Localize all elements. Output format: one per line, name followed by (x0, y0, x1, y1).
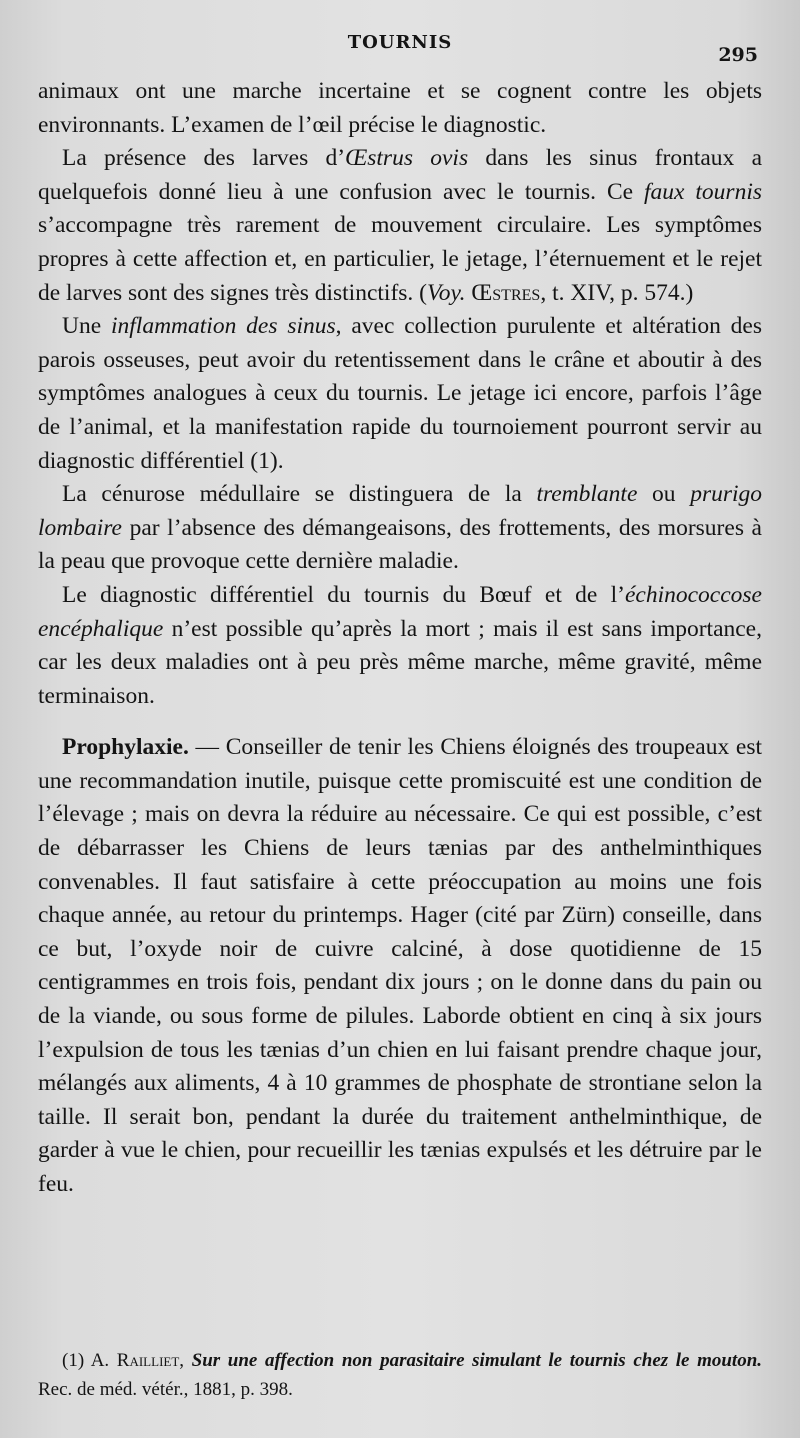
author-name: Railliet (116, 1350, 180, 1371)
cross-reference: Œstres (465, 279, 541, 306)
paragraph-2: La présence des larves d’Œstrus ovis dans les sinus frontaux a quelquefois donné lieu à une confusion avec le tournis. Ce faux tournis s’accompagne très rarement de mouvement circulaire. Les symptômes propres à cette affection et, en particulier, le jetage, l’éternuement et le rejet de larves sont des signes très distinctifs. (Voy. Œstres, t. XIV, p. 574.) (38, 145, 763, 306)
italic-term: échinococcose encéphalique (38, 581, 762, 642)
paragraph-4: La cénurose médullaire se distinguera de la tremblante ou prurigo lombaire par l’absence des démangeaisons, des frottements, des morsures à la peau que provoque cette dernière maladie. (38, 481, 763, 575)
italic-term: Œstrus ovis (345, 145, 469, 172)
italic-term: inflammation des sinus (111, 313, 336, 340)
footnote: (1) A. Railliet, Sur une affection non parasitaire simulant le tournis chez le mouton. Rec. de méd. vétér., 1881, p. 398. (38, 1350, 763, 1400)
running-title: TOURNIS (347, 32, 453, 53)
paragraph-prophylaxie: Prophylaxie. — Conseiller de tenir les Chiens éloignés des troupeaux est une recommandation inutile, puisque cette promiscuité est une condition de l’élevage ; mais on devra la réduire au nécessaire. Ce qui est possible, c’est de débarrasser les Chiens de leurs tænias par des anthelminthiques convenables. Il faut satisfaire à cette préoccupation au moins une fois chaque année, au retour du printemps. Hager (cité par Zürn) conseille, dans ce but, l’oxyde noir de cuivre calciné, à dose quotidienne de 15 centigrammes en trois fois, pendant dix jours ; on le donne dans du pain ou de la viande, ou sous forme de pilules. Laborde obtient en cinq à six jours l’expulsion de tous les tænias d’un chien en lui faisant prendre chaque jour, mélangés aux aliments, 4 à 10 grammes de phosphate de strontiane selon la taille. Il serait bon, pendant la durée du traitement anthelminthique, de garder à vue le chien, pour recueillir les tænias expulsés et les détruire par le feu. (38, 734, 762, 1197)
paragraph-3: Une inflammation des sinus, avec collection purulente et altération des parois osseuses, peut avoir du retentissement dans le crâne et aboutir à des symptômes analogues à ceux du tournis. Le jetage ici encore, parfois l’âge de l’animal, et la manifestation rapide du tournoiement pourront servir au diagnostic différentiel (1). (38, 313, 763, 474)
paragraph-1: animaux ont une marche incertaine et se cognent contre les objets environnants. L’examen de l’œil précise le diagnostic. (38, 78, 762, 138)
italic-term: faux tournis (644, 178, 762, 205)
page-number: 295 (718, 44, 758, 66)
footnote-title: Sur une affection non parasitaire simulant le tournis chez le mouton. (191, 1350, 763, 1371)
paragraph-5: Le diagnostic différentiel du tournis du Bœuf et de l’échinococcose encéphalique n’est possible qu’après la mort ; mais il est sans importance, car les deux maladies ont à peu près même marche, même gravité, même terminaison. (38, 581, 762, 709)
body-text (38, 75, 762, 1202)
italic-term: prurigo lombaire (38, 481, 763, 541)
italic-term: tremblante (536, 481, 638, 508)
italic-term: Voy. (427, 279, 466, 306)
section-heading: Prophylaxie. (62, 734, 189, 761)
